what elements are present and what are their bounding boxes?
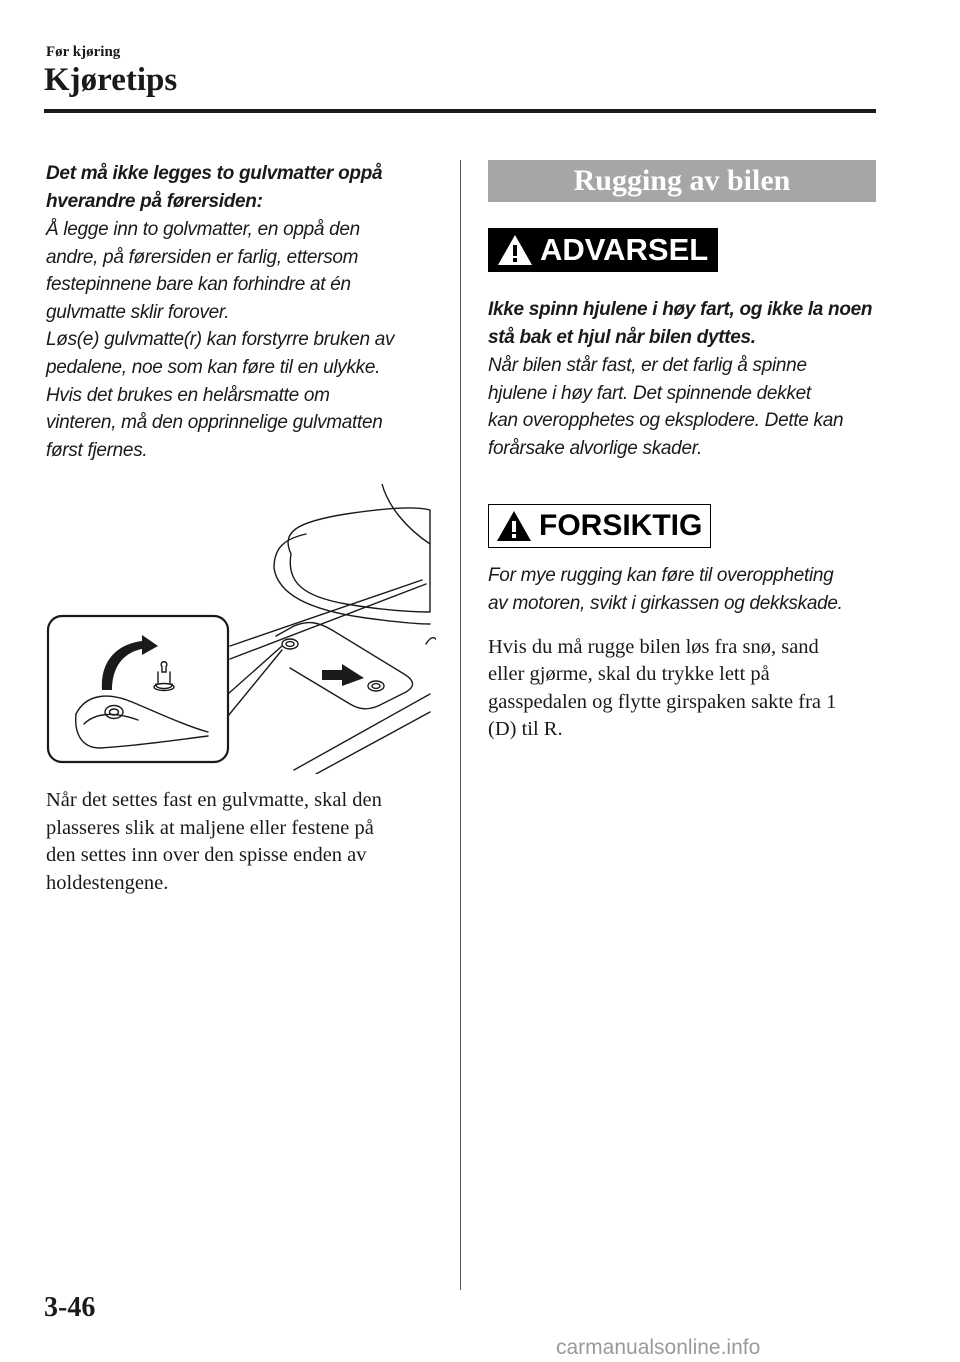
chapter-title: Kjøretips xyxy=(44,62,178,98)
column-divider xyxy=(460,160,461,1290)
floor-mat-warning-body xyxy=(46,216,436,464)
mat-eyelet xyxy=(368,681,384,691)
warning-triangle-icon xyxy=(496,233,534,267)
caption-line: holdestengene. xyxy=(46,871,169,894)
seat-cushion xyxy=(288,508,430,612)
body-line: pedalene, noe som kan føre til en ulykke. xyxy=(46,356,381,378)
body-line: gasspedalen og flytte girspaken sakte fra 1 xyxy=(488,690,837,713)
body-line: vinteren, må den opprinnelige gulvmatten xyxy=(46,412,383,434)
caption-line: den settes inn over den spisse enden av xyxy=(46,844,367,867)
left-column xyxy=(46,160,436,897)
seat-cushion-lower xyxy=(274,568,430,624)
forsiktig-badge xyxy=(488,504,711,548)
mat-eyelet xyxy=(372,684,380,689)
header-rule xyxy=(44,109,876,113)
heading-line: hverandre på førersiden: xyxy=(46,191,263,212)
body-line: kan overopphetes og eksplodere. Dette kan xyxy=(488,410,844,432)
figure-caption xyxy=(46,787,436,897)
callout-line xyxy=(228,646,282,694)
body-line: forårsake alvorlige skader. xyxy=(488,437,703,459)
body-line: Når bilen står fast, er det farlig å spinne xyxy=(488,355,807,376)
advarsel-badge xyxy=(488,228,718,272)
heading-line: Det må ikke legges to gulvmatter oppå xyxy=(46,163,383,184)
floor-mat-warning-heading xyxy=(46,160,436,216)
section-label: Før kjøring xyxy=(46,44,121,60)
body-line: For mye rugging kan føre til overoppheting xyxy=(488,565,834,587)
advarsel-body xyxy=(488,352,880,462)
body-line: hjulene i høy fart. Det spinnende dekket xyxy=(488,382,811,404)
body-line: først fjernes. xyxy=(46,439,148,461)
page-number: 3-46 xyxy=(44,1292,96,1323)
advarsel-heading xyxy=(488,296,880,352)
body-line: (D) til R. xyxy=(488,718,563,741)
forward-arrow-icon xyxy=(322,664,364,686)
callout-line xyxy=(228,650,282,716)
body-line: eller gjørme, skal du trykke lett på xyxy=(488,663,770,686)
right-column xyxy=(488,160,880,744)
body-line: Hvis det brukes en helårsmatte om xyxy=(46,384,330,406)
section-title-banner: Rugging av bilen xyxy=(488,160,876,202)
body-line: Løs(e) gulvmatte(r) kan forstyrre bruken av xyxy=(46,329,395,351)
caption-line: Når det settes fast en gulvmatte, skal den xyxy=(46,789,382,812)
seat-back xyxy=(382,484,430,544)
body-line: Hvis du må rugge bilen løs fra snø, sand xyxy=(488,635,819,658)
detail-inset-frame xyxy=(48,616,228,762)
mat-eyelet xyxy=(282,639,298,649)
rocking-instructions xyxy=(488,634,880,744)
floor-mat-illustration xyxy=(46,484,436,774)
heading-line: Ikke spinn hjulene i høy fart, og ikke la noen xyxy=(488,299,873,320)
body-line: gulvmatte sklir forover. xyxy=(46,301,230,323)
forsiktig-body xyxy=(488,562,880,617)
floor-line xyxy=(316,712,430,774)
watermark: carmanualsonline.info xyxy=(556,1336,761,1359)
seat-bracket xyxy=(426,638,436,649)
body-line: Å legge inn to golvmatter, en oppå den xyxy=(46,219,360,240)
warning-triangle-icon xyxy=(495,509,533,543)
body-line: andre, på førersiden er farlig, ettersom xyxy=(46,246,359,268)
mat-eyelet xyxy=(286,642,294,647)
body-line: av motoren, svikt i girkassen og dekkskade. xyxy=(488,592,843,614)
caption-line: plasseres slik at maljene eller festene på xyxy=(46,816,374,839)
body-line: festepinnene bare kan forhindre at én xyxy=(46,274,351,296)
forsiktig-label: FORSIKTIG xyxy=(539,509,703,543)
heading-line: stå bak et hjul når bilen dyttes. xyxy=(488,327,756,348)
advarsel-label: ADVARSEL xyxy=(540,232,709,267)
floor-line xyxy=(294,694,430,770)
floor-line xyxy=(230,580,422,646)
